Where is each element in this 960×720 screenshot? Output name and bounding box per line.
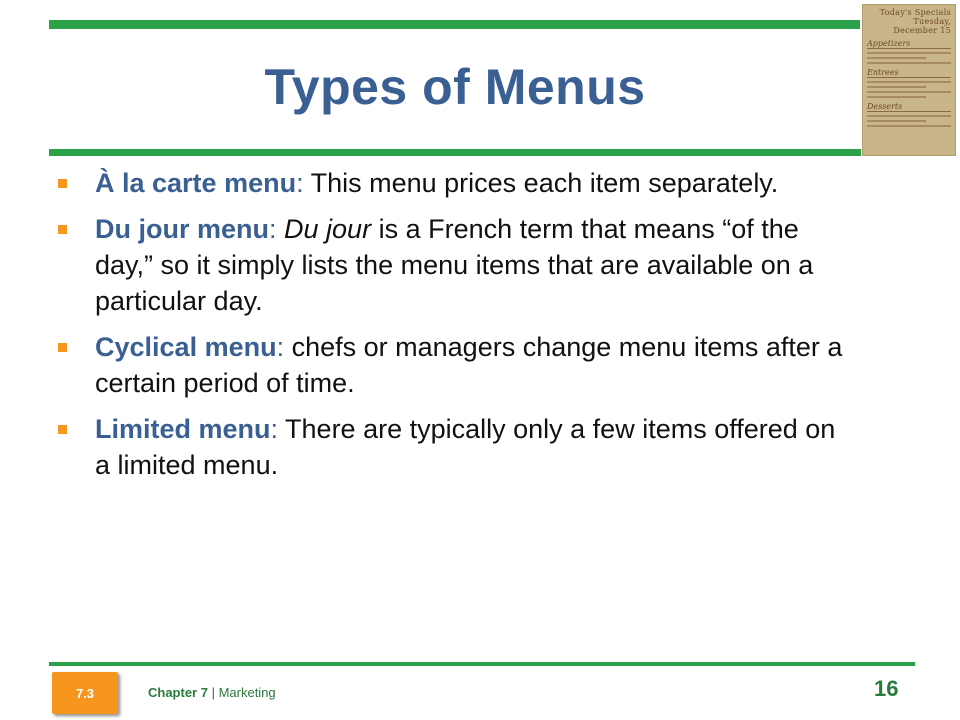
menu-card-line (867, 120, 926, 122)
square-bullet-icon (58, 225, 67, 234)
bullet-text: There are typically only a few items offered on a limited menu. (95, 414, 836, 480)
bullet-term: À la carte menu (95, 168, 297, 198)
bullet-colon: : (276, 332, 285, 362)
square-bullet-icon (58, 343, 67, 352)
footer-chapter-label: Chapter 7 (148, 685, 208, 700)
bullet-term: Du jour menu (95, 214, 269, 244)
menu-card-line (867, 96, 926, 98)
bullet-term: Limited menu (95, 414, 271, 444)
bullet-term: Cyclical menu (95, 332, 277, 362)
bullet-text: This menu prices each item separately. (303, 168, 779, 198)
bullet-text: chefs or managers change menu items after a certain period of time. (95, 332, 843, 398)
square-bullet-icon (58, 425, 67, 434)
menu-card-section-appetizers: Appetizers (867, 39, 951, 49)
footer-subject: Marketing (218, 685, 276, 700)
top-divider (49, 20, 860, 29)
bullet-colon: : (269, 214, 277, 244)
bullet-item-du-jour (58, 211, 848, 319)
menu-card-line (867, 57, 926, 59)
slide-title: Types of Menus (264, 59, 646, 115)
page-number: 16 (874, 676, 899, 701)
menu-card-line (867, 81, 951, 83)
menu-card-image (862, 4, 956, 156)
footer-divider (49, 662, 915, 666)
title-divider (49, 149, 861, 156)
menu-card-section-entrees: Entrees (867, 68, 951, 78)
menu-card-line (867, 115, 951, 117)
bullet-item-a-la-carte (58, 165, 848, 201)
bullet-item-cyclical (58, 329, 848, 401)
menu-card-line (867, 52, 951, 54)
square-bullet-icon (58, 179, 67, 188)
bullet-item-limited (58, 411, 848, 483)
bullet-colon: : (270, 414, 279, 444)
menu-card-line (867, 62, 951, 64)
footer-chapter (148, 685, 276, 700)
menu-card-line (867, 125, 951, 127)
menu-card-line (867, 86, 926, 88)
menu-card-section-desserts: Desserts (867, 102, 951, 112)
section-number-badge: 7.3 (52, 672, 118, 714)
menu-card-line (867, 91, 951, 93)
menu-card-heading-1: Today's Specials (879, 8, 951, 17)
bullet-italic-term: Du jour (284, 214, 372, 244)
footer-separator: | (207, 685, 219, 700)
bullet-text: is a French term that means “of the day,” so it simply lists the menu items that are available on a particular day. (95, 214, 814, 316)
bullet-list (58, 165, 848, 493)
bullet-colon: : (296, 168, 304, 198)
menu-card-heading-2: Tuesday, December 15 (893, 17, 951, 35)
